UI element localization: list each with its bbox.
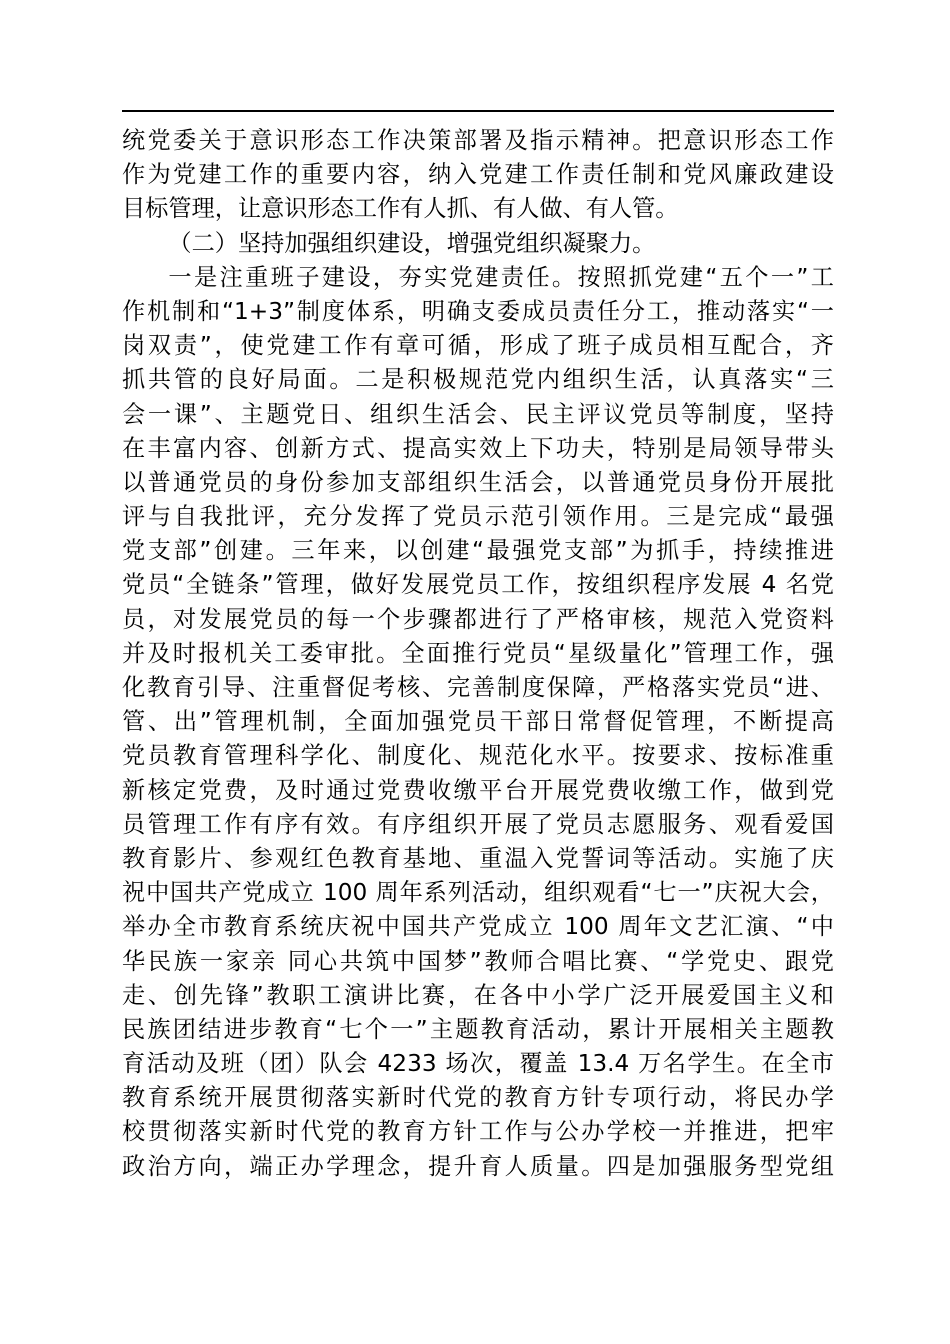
text-line: 在丰富内容、创新方式、提高实效上下功夫，特别是局领导带头 bbox=[122, 434, 834, 462]
text-line: 员管理工作有序有效。有序组织开展了党员志愿服务、观看爱国 bbox=[122, 810, 834, 838]
text-line: 评与自我批评，充分发挥了党员示范引领作用。三是完成“最强 bbox=[122, 503, 834, 531]
body-text bbox=[122, 124, 834, 1184]
text-line: 党支部”创建。三年来，以创建“最强党支部”为抓手，持续推进 bbox=[122, 537, 834, 565]
text-line: 统党委关于意识形态工作决策部署及指示精神。把意识形态工作 bbox=[122, 127, 834, 154]
text-line: 岗双责”，使党建工作有章可循，形成了班子成员相互配合，齐 bbox=[122, 332, 834, 360]
text-line: 走、创先锋”教职工演讲比赛，在各中小学广泛开展爱国主义和 bbox=[122, 981, 834, 1009]
text-line: 教育系统开展贯彻落实新时代党的教育方针专项行动，将民办学 bbox=[122, 1084, 834, 1112]
text-line: 华民族一家亲 同心共筑中国梦”教师合唱比赛、“学党史、跟党 bbox=[122, 947, 834, 975]
text-line: 作机制和“1+3”制度体系，明确支委成员责任分工，推动落实“一 bbox=[122, 297, 834, 325]
text-line: 会一课”、主题党日、组织生活会、民主评议党员等制度，坚持 bbox=[122, 400, 834, 428]
text-line: 教育影片、参观红色教育基地、重温入党誓词等活动。实施了庆 bbox=[122, 844, 834, 872]
text-line: 民族团结进步教育“七个一”主题教育活动，累计开展相关主题教 bbox=[122, 1015, 834, 1043]
text-line: 抓共管的良好局面。二是积极规范党内组织生活，认真落实“三 bbox=[122, 366, 834, 394]
text-line: 党员教育管理科学化、制度化、规范化水平。按要求、按标准重 bbox=[122, 742, 834, 770]
text-line: 举办全市教育系统庆祝中国共产党成立 100 周年文艺汇演、“中 bbox=[122, 913, 834, 941]
text-line: 作为党建工作的重要内容，纳入党建工作责任制和党风廉政建设 bbox=[122, 161, 834, 189]
section-heading: （二）坚持加强组织建设，增强党组织凝聚力。 bbox=[168, 229, 656, 257]
text-line: 党员“全链条”管理，做好发展党员工作，按组织程序发展 4 名党 bbox=[122, 571, 834, 599]
text-line: 育活动及班（团）队会 4233 场次，覆盖 13.4 万名学生。在全市 bbox=[122, 1050, 834, 1078]
text-line: 员，对发展党员的每一个步骤都进行了严格审核，规范入党资料 bbox=[122, 605, 834, 633]
text-line: 一是注重班子建设，夯实党建责任。按照抓党建“五个一”工 bbox=[168, 263, 834, 291]
header-rule bbox=[122, 110, 834, 112]
text-line: 目标管理，让意识形态工作有人抓、有人做、有人管。 bbox=[122, 195, 679, 223]
text-line: 以普通党员的身份参加支部组织生活会，以普通党员身份开展批 bbox=[122, 468, 834, 496]
text-line: 化教育引导、注重督促考核、完善制度保障，严格落实党员“进、 bbox=[122, 674, 834, 701]
text-line: 新核定党费，及时通过党费收缴平台开展党费收缴工作，做到党 bbox=[122, 776, 834, 804]
text-line: 祝中国共产党成立 100 周年系列活动，组织观看“七一”庆祝大会， bbox=[122, 879, 834, 907]
text-line: 管、出”管理机制，全面加强党员干部日常督促管理，不断提高 bbox=[122, 708, 834, 736]
text-line: 并及时报机关工委审批。全面推行党员“星级量化”管理工作，强 bbox=[122, 639, 834, 667]
text-line: 政治方向，端正办学理念，提升育人质量。四是加强服务型党组 bbox=[122, 1152, 834, 1180]
text-line: 校贯彻落实新时代党的教育方针工作与公办学校一并推进，把牢 bbox=[122, 1118, 834, 1146]
